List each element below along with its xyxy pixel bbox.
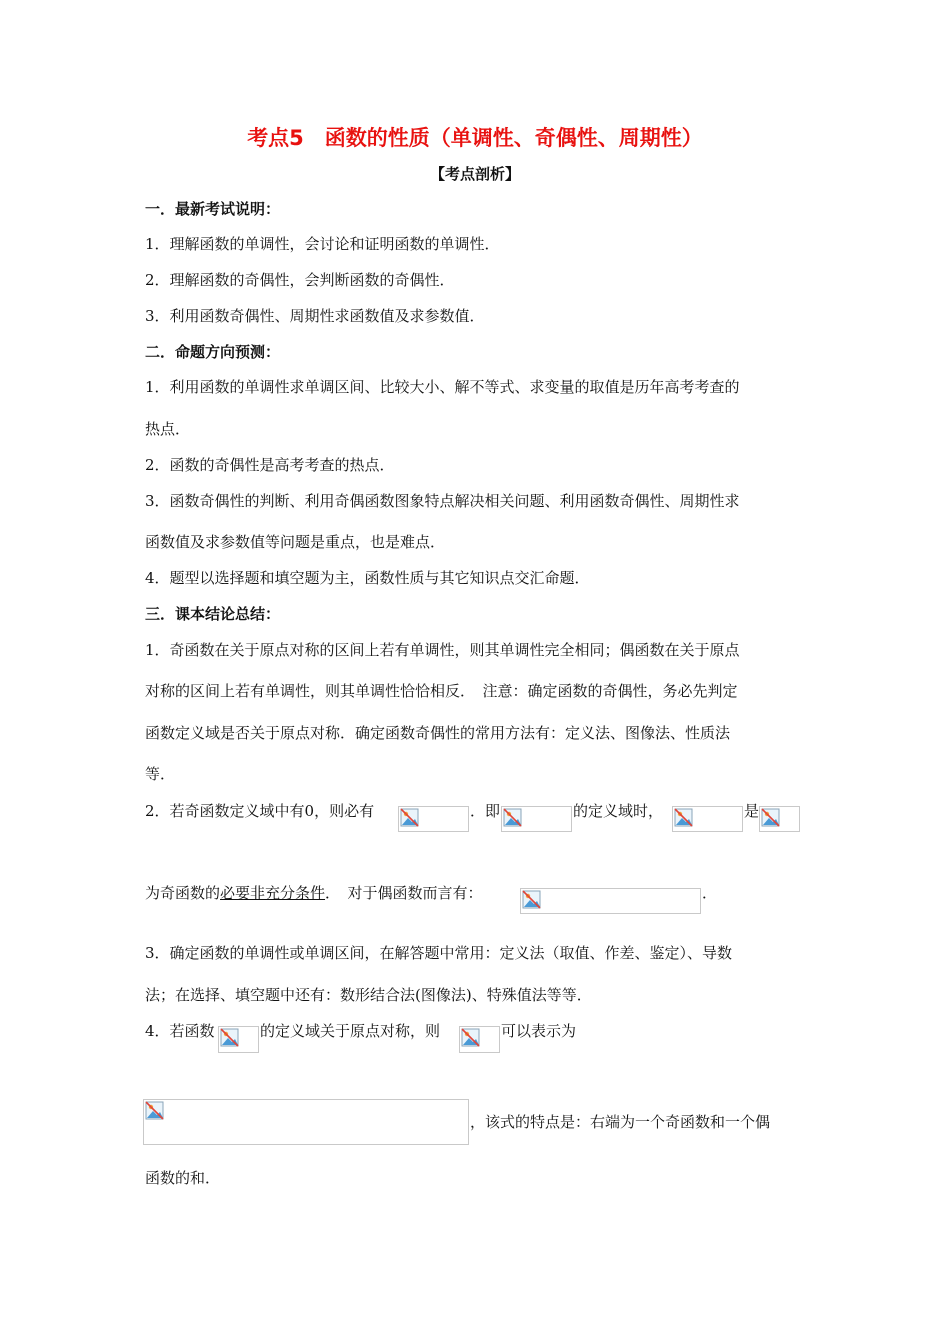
formula-image bbox=[759, 806, 800, 832]
paragraph-line: 可以表示为 bbox=[501, 1022, 577, 1040]
paragraph-line: 函数值及求参数值等问题是重点，也是难点． bbox=[145, 533, 446, 551]
section-heading-3: 三．课本结论总结： bbox=[145, 605, 281, 623]
text-span: ． 对于偶函数而言有： bbox=[325, 884, 483, 902]
paragraph-line: 1．利用函数的单调性求单调区间、比较大小、解不等式、求变量的取值是历年高考考查的 bbox=[145, 378, 740, 396]
paragraph-line: ．即 bbox=[470, 802, 501, 820]
broken-image-icon bbox=[220, 1028, 240, 1048]
paragraph-line: 法；在选择、填空题中还有：数形结合法(图像法)、特殊值法等等． bbox=[145, 986, 592, 1004]
broken-image-icon bbox=[503, 808, 523, 828]
text-span: 为奇函数的 bbox=[145, 884, 221, 902]
paragraph-line: 1．理解函数的单调性，会讨论和证明函数的单调性． bbox=[145, 235, 500, 253]
paragraph-line: 对称的区间上若有单调性，则其单调性恰恰相反． 注意：确定函数的奇偶性，务必先判定 bbox=[145, 682, 738, 700]
formula-image bbox=[459, 1026, 500, 1053]
paragraph-line: 3．利用函数奇偶性、周期性求函数值及求参数值． bbox=[145, 307, 485, 325]
section-heading-1: 一．最新考试说明： bbox=[145, 200, 281, 218]
broken-image-icon bbox=[522, 890, 542, 910]
underlined-term: 必要非充分条件 bbox=[220, 884, 326, 902]
broken-image-icon bbox=[145, 1101, 165, 1121]
paragraph-line: 1．奇函数在关于原点对称的区间上若有单调性，则其单调性完全相同；偶函数在关于原点 bbox=[145, 641, 740, 659]
paragraph-line: 的定义域时， bbox=[573, 802, 664, 820]
paragraph-line: 4．题型以选择题和填空题为主，函数性质与其它知识点交汇命题． bbox=[145, 569, 590, 587]
paragraph-line: 3．确定函数的单调性或单调区间，在解答题中常用：定义法（取值、作差、鉴定）、导数 bbox=[145, 944, 733, 962]
page-title: 考点5 函数的性质（单调性、奇偶性、周期性） bbox=[247, 126, 703, 150]
paragraph-line: 函数定义域是否关于原点对称．确定函数奇偶性的常用方法有：定义法、图像法、性质法 bbox=[145, 724, 731, 742]
paragraph-line: 热点． bbox=[145, 420, 191, 438]
broken-image-icon bbox=[461, 1028, 481, 1048]
paragraph-line: 等． bbox=[145, 765, 176, 783]
formula-image bbox=[398, 806, 469, 832]
paragraph-line: 4．若函数 bbox=[145, 1022, 215, 1040]
broken-image-icon bbox=[674, 808, 694, 828]
paragraph-line bbox=[145, 882, 483, 903]
formula-image bbox=[672, 806, 743, 832]
broken-image-icon bbox=[761, 808, 781, 828]
broken-image-icon bbox=[400, 808, 420, 828]
page-subtitle: 【考点剖析】 bbox=[429, 165, 520, 183]
formula-image bbox=[143, 1099, 469, 1145]
formula-image bbox=[520, 888, 701, 914]
paragraph-line: 函数的和． bbox=[145, 1169, 221, 1187]
paragraph-line: 2．函数的奇偶性是高考考查的热点． bbox=[145, 456, 395, 474]
paragraph-line: 2．若奇函数定义域中有0，则必有 bbox=[145, 802, 375, 820]
section-heading-2: 二．命题方向预测： bbox=[145, 343, 281, 361]
paragraph-line: 是 bbox=[744, 802, 760, 820]
paragraph-line: 3．函数奇偶性的判断、利用奇偶函数图象特点解决相关问题、利用函数奇偶性、周期性求 bbox=[145, 492, 740, 510]
formula-image bbox=[501, 806, 572, 832]
paragraph-line: 的定义域关于原点对称，则 bbox=[260, 1022, 441, 1040]
paragraph-line: 2．理解函数的奇偶性，会判断函数的奇偶性． bbox=[145, 271, 455, 289]
paragraph-line: ． bbox=[702, 884, 718, 902]
formula-image bbox=[218, 1026, 259, 1053]
paragraph-line: ，该式的特点是：右端为一个奇函数和一个偶 bbox=[470, 1113, 771, 1131]
